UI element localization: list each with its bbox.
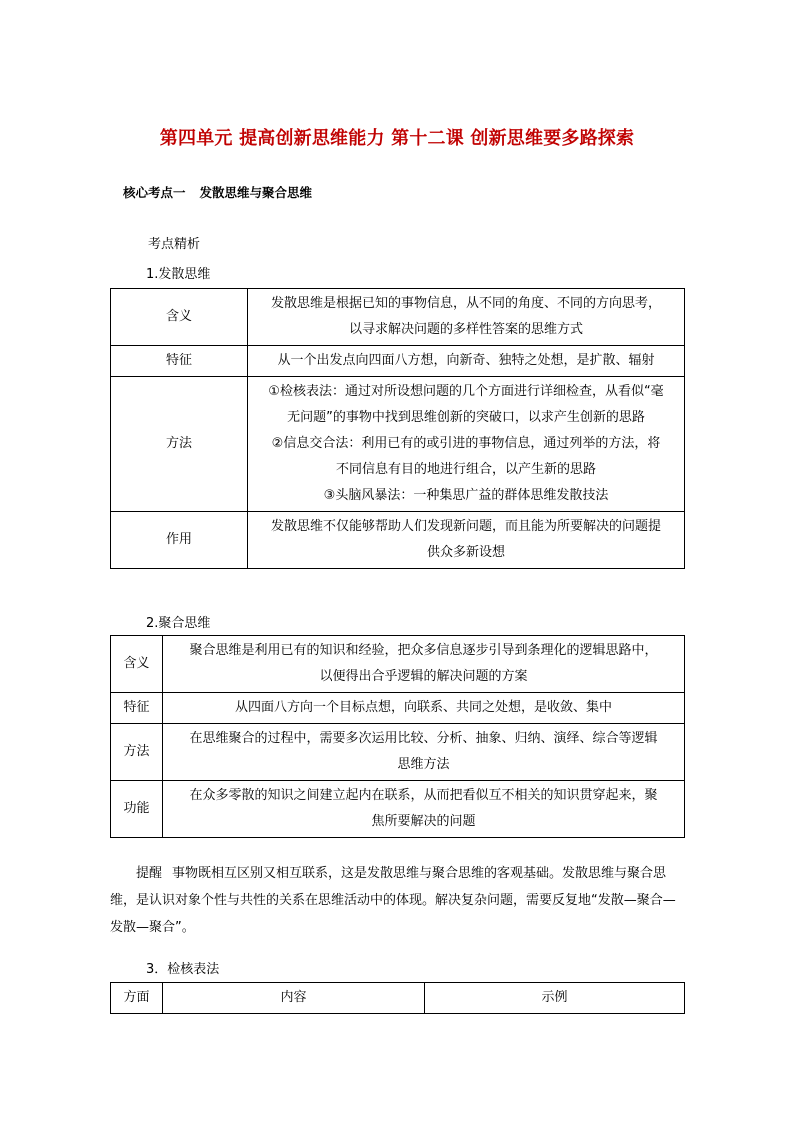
- table-row: [111, 724, 685, 781]
- analysis-label: 考点精析: [148, 237, 201, 252]
- page-title: 第四单元 提高创新思维能力 第十二课 创新思维要多路探索: [159, 128, 635, 149]
- row-content: [163, 781, 685, 838]
- content-line: 焦所要解决的问题: [371, 814, 476, 829]
- content-line: 供众多新设想: [426, 545, 505, 560]
- row-content: [248, 289, 685, 346]
- reminder-text: 事物既相互区别又相互联系，这是发散思维与聚合思维的客观基础。发散思维与聚合思维，是认识对象个性与共性的关系在思维活动中的体现。解决复杂问题，需要反复地“发散—聚合—发散—聚合”。: [110, 866, 676, 935]
- content-line: ①检核表法：通过对所设想问题的几个方面进行详细检查，从看似“毫: [268, 384, 664, 399]
- reminder-paragraph: [110, 860, 684, 941]
- content-line: 从四面八方向一个目标点想，向联系、共同之处想，是收敛、集中: [234, 700, 612, 715]
- section1-label: 1.发散思维: [146, 267, 211, 282]
- row-content: [248, 377, 685, 512]
- content-line: 以便得出合乎逻辑的解决问题的方案: [319, 669, 528, 684]
- content-line: 发散思维不仅能够帮助人们发现新问题，而且能为所要解决的问题提: [270, 519, 661, 534]
- row-head: 方法: [111, 724, 163, 781]
- header-example: 示例: [425, 983, 685, 1014]
- row-head: 特征: [111, 693, 163, 724]
- table-header-row: [111, 983, 685, 1014]
- convergent-thinking-table: [110, 635, 685, 838]
- row-head: 特征: [111, 346, 248, 377]
- content-line: ③头脑风暴法：一种集思广益的群体思维发散技法: [323, 488, 609, 503]
- section2-label: 2.聚合思维: [146, 616, 211, 631]
- core-point-topic: 发散思维与聚合思维: [199, 185, 313, 200]
- content-line: 不同信息有目的地进行组合，以产生新的思路: [335, 462, 596, 477]
- row-head: 含义: [111, 289, 248, 346]
- content-line: 聚合思维是利用已有的知识和经验，把众多信息逐步引导到条理化的逻辑思路中，: [189, 643, 658, 658]
- content-line: ②信息交合法：利用已有的或引进的事物信息，通过列举的方法，将: [271, 436, 661, 451]
- row-content: [163, 724, 685, 781]
- content-line: 无问题”的事物中找到思维创新的突破口，以求产生创新的思路: [287, 410, 645, 425]
- header-content: 内容: [163, 983, 425, 1014]
- content-line: 思维方法: [397, 757, 450, 772]
- table-row: [111, 346, 685, 377]
- divergent-thinking-table: [110, 288, 685, 569]
- row-head: 功能: [111, 781, 163, 838]
- content-line: 在思维聚合的过程中，需要多次运用比较、分析、抽象、归纳、演绎、综合等逻辑: [189, 731, 658, 746]
- table-row: [111, 289, 685, 346]
- reminder-label: 提醒: [136, 866, 163, 881]
- section3-label: 3．检核表法: [146, 962, 220, 977]
- table-row: [111, 512, 685, 569]
- content-line: 从一个出发点向四面八方想，向新奇、独特之处想，是扩散、辐射: [277, 353, 655, 368]
- row-head: 作用: [111, 512, 248, 569]
- row-content: [163, 693, 685, 724]
- table-row: [111, 377, 685, 512]
- row-content: [163, 636, 685, 693]
- content-line: 发散思维是根据已知的事物信息，从不同的角度、不同的方向思考，: [270, 296, 661, 311]
- row-head: 方法: [111, 377, 248, 512]
- core-point-heading: [123, 183, 312, 201]
- row-head: 含义: [111, 636, 163, 693]
- core-point-label: 核心考点一: [123, 185, 186, 200]
- table-row: [111, 781, 685, 838]
- checklist-method-table: [110, 982, 685, 1014]
- table-row: [111, 693, 685, 724]
- table-row: [111, 636, 685, 693]
- content-line: 以寻求解决问题的多样性答案的思维方式: [348, 322, 583, 337]
- row-content: [248, 512, 685, 569]
- header-aspect: 方面: [111, 983, 163, 1014]
- content-line: 在众多零散的知识之间建立起内在联系，从而把看似互不相关的知识贯穿起来，聚: [189, 788, 658, 803]
- row-content: [248, 346, 685, 377]
